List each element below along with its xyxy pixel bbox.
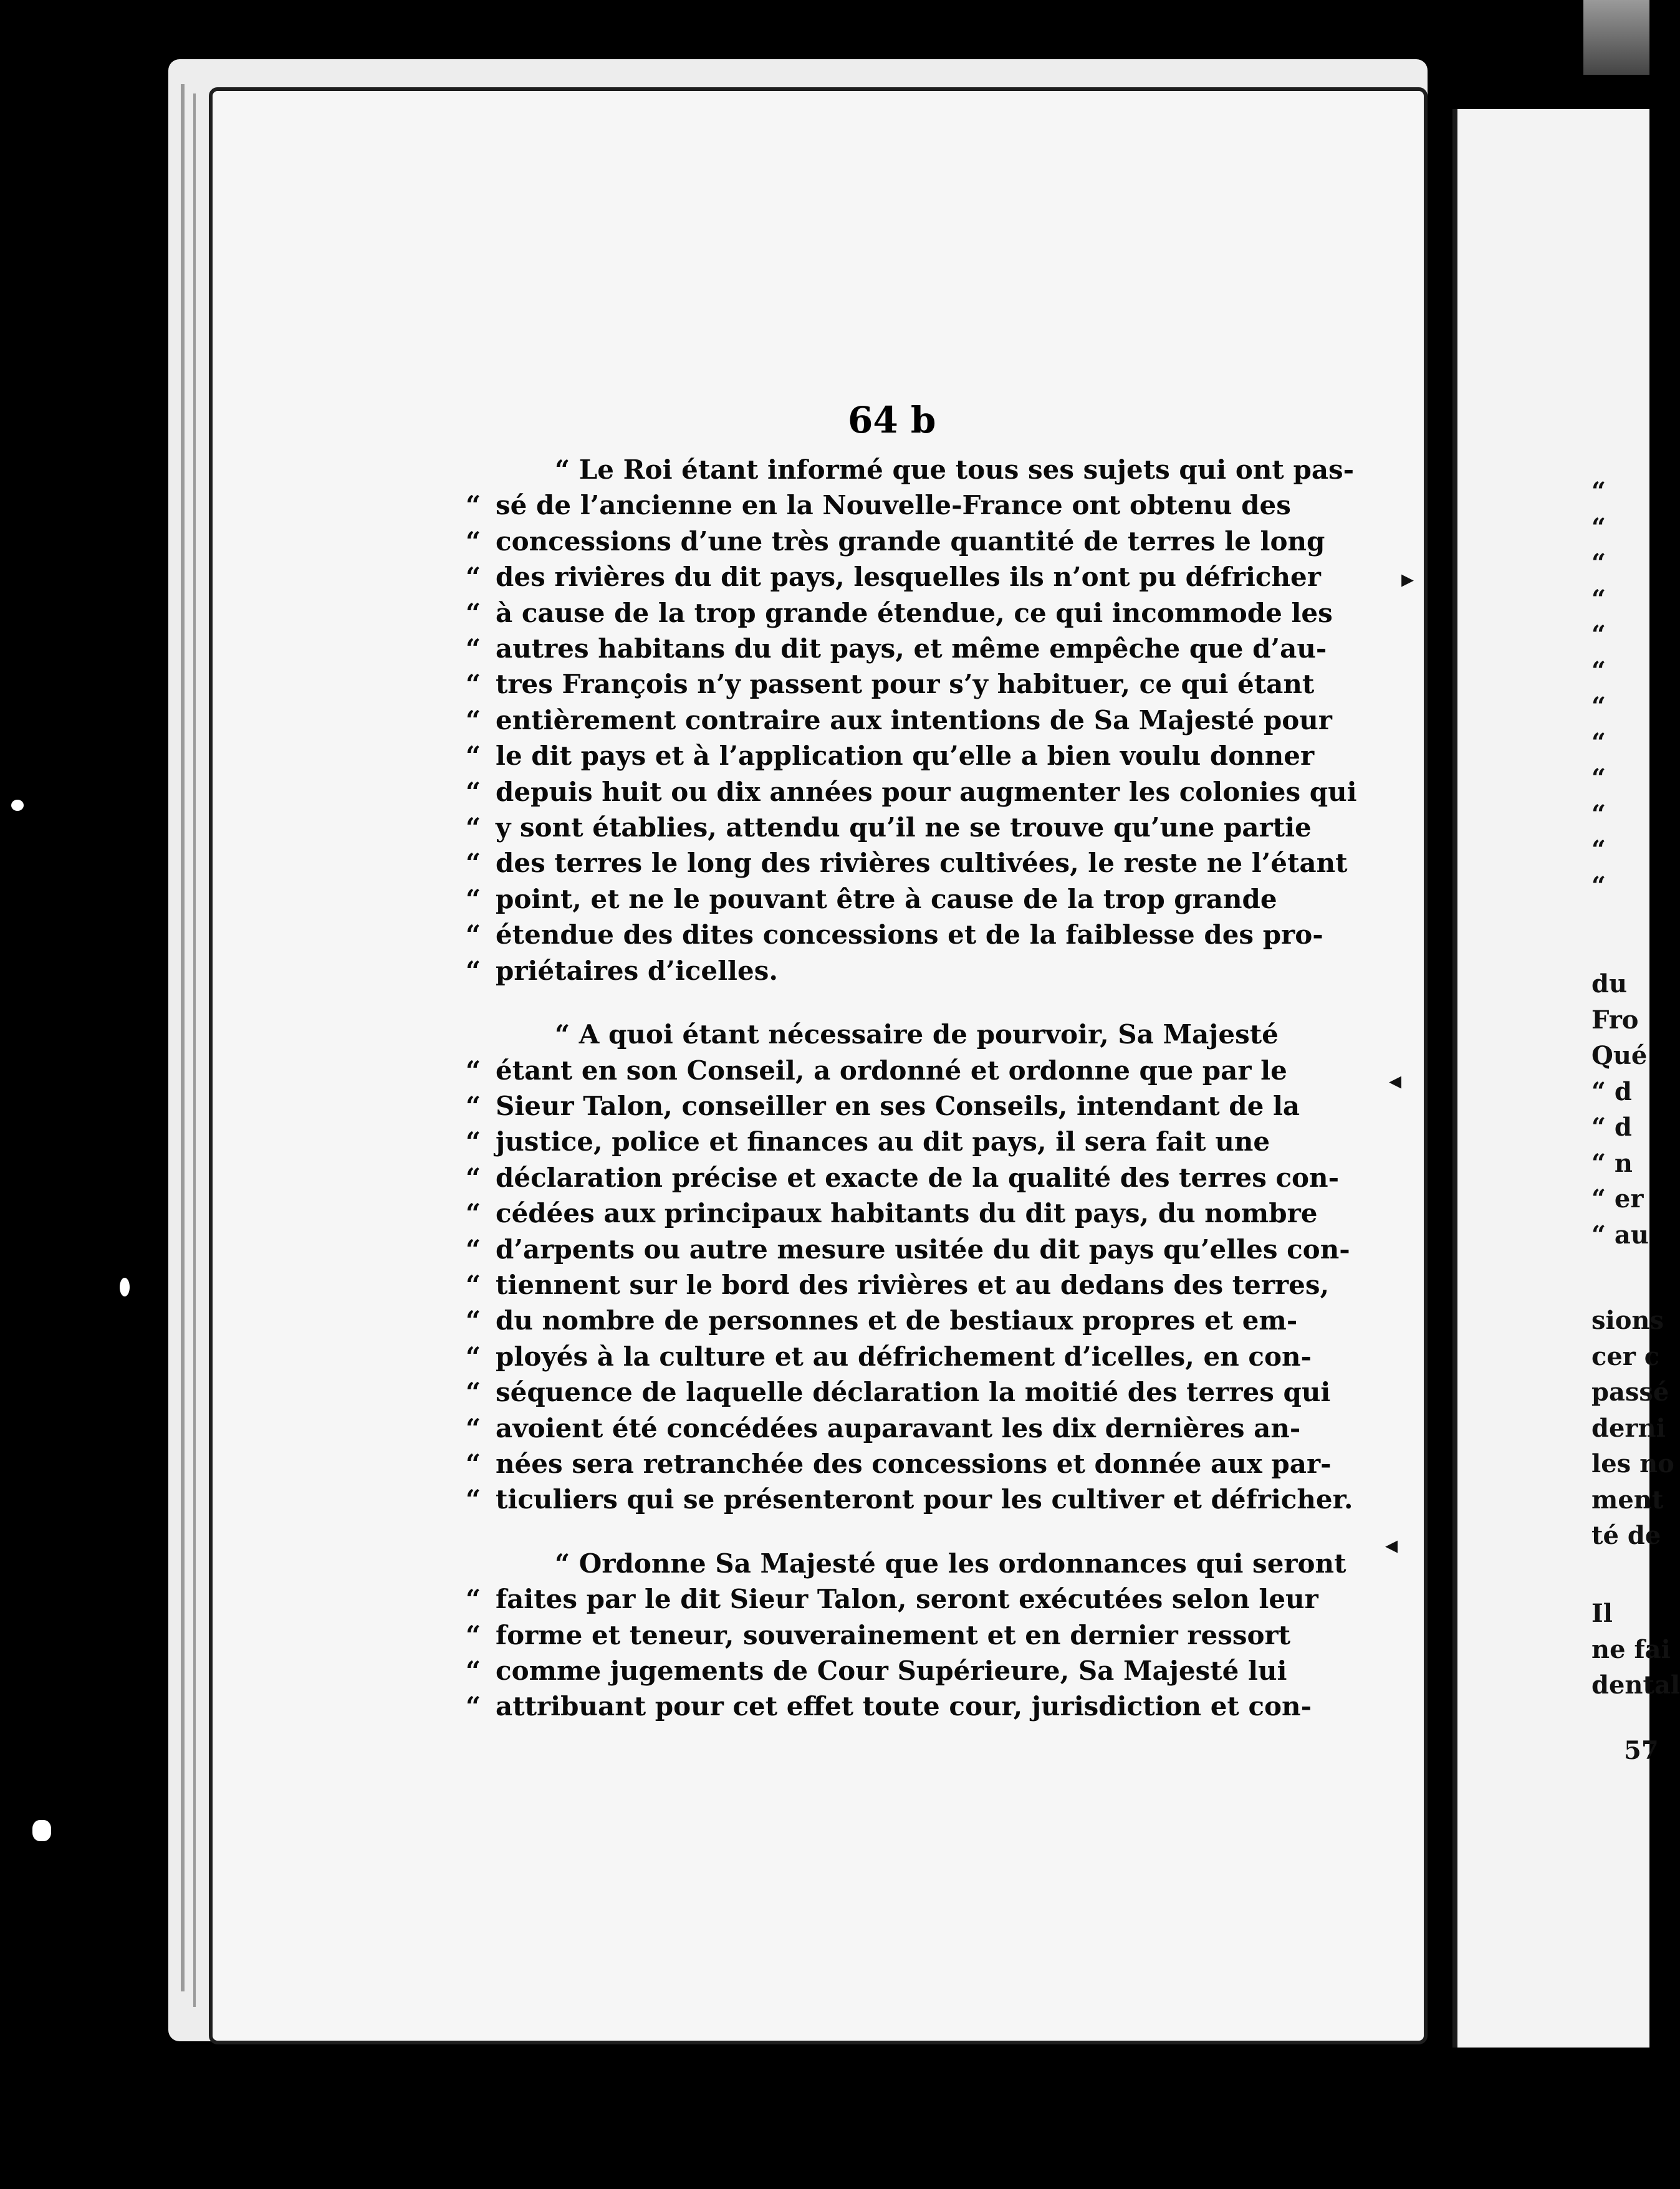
paragraph [466, 1546, 1346, 1725]
right-page-line: ment [1591, 1485, 1664, 1515]
scan-speck [11, 800, 24, 811]
right-page-line: “ [1591, 548, 1606, 578]
text-line: “ y sont établies, attendu qu’il ne se trouve qu’une partie [496, 810, 1256, 845]
right-page-line: “ [1591, 584, 1606, 614]
quote-mark: “ [466, 704, 481, 735]
right-page-line: dental [1591, 1670, 1680, 1700]
margin-mark: ▸ [1401, 564, 1414, 593]
quote-mark: “ [466, 1090, 481, 1121]
right-page-text [1586, 474, 1680, 1795]
text-line: “ Sieur Talon, conseiller en ses Conseils, intendant de la [496, 1088, 1256, 1124]
text-line: “ à cause de la trop grande étendue, ce qui incommode les [496, 595, 1256, 631]
text-line: “ Le Roi étant informé que tous ses sujets qui ont pas- [555, 454, 1355, 485]
right-page-line: “ [1591, 871, 1606, 901]
right-page-line: derni [1591, 1413, 1666, 1443]
right-page-line: Il [1591, 1599, 1613, 1628]
right-page-line: passé [1591, 1377, 1669, 1407]
text-line: “ séquence de laquelle déclaration la moitié des terres qui [496, 1374, 1256, 1410]
right-page-line: les no [1591, 1449, 1674, 1478]
quote-mark: “ [466, 669, 481, 700]
quote-mark: “ [466, 848, 481, 879]
quote-mark: “ [466, 1055, 481, 1086]
text-line: “ A quoi étant nécessaire de pourvoir, Sa Majesté [555, 1019, 1279, 1050]
page-edge-line [193, 93, 196, 2007]
text-line: “ entièrement contraire aux intentions de Sa Majesté pour [496, 702, 1256, 738]
text-line: “ sé de l’ancienne en la Nouvelle-France ont obtenu des [496, 487, 1256, 523]
binding-shadow [1583, 0, 1649, 75]
right-page-line: “ [1591, 692, 1606, 721]
right-page-line: té de [1591, 1521, 1661, 1550]
text-line: “ déclaration précise et exacte de la qualité des terres con- [496, 1160, 1256, 1195]
right-page-line: sions [1591, 1306, 1664, 1335]
quote-mark: “ [466, 525, 481, 557]
quote-mark: “ [466, 1584, 481, 1615]
right-page-number: 57 [1624, 1736, 1659, 1765]
quote-mark: “ [466, 1412, 481, 1444]
quote-mark: “ [466, 776, 481, 807]
scan-speck [32, 1820, 51, 1841]
text-line: “ depuis huit ou dix années pour augmenter les colonies qui [496, 774, 1256, 810]
text-line: “ du nombre de personnes et de bestiaux propres et em- [496, 1303, 1256, 1338]
text-line: “ avoient été concédées auparavant les dix dernières an- [496, 1411, 1256, 1446]
right-page-line: “ [1591, 835, 1606, 865]
quote-mark: “ [466, 562, 481, 593]
page-edge-line [181, 84, 185, 1991]
quote-mark: “ [466, 1619, 481, 1650]
text-line: “ priétaires d’icelles. [496, 953, 1256, 989]
text-line: “ le dit pays et à l’application qu’elle a bien voulu donner [496, 738, 1256, 774]
right-page-line: “ d [1591, 1113, 1632, 1142]
body-text [466, 452, 1357, 1725]
quote-mark: “ [466, 883, 481, 914]
right-page-line: cer c [1591, 1341, 1660, 1371]
text-line: “ ticuliers qui se présenteront pour les cultiver et défricher. [496, 1482, 1256, 1517]
right-page-line: Qué [1591, 1041, 1648, 1070]
quote-mark: “ [466, 633, 481, 664]
text-line: “ des terres le long des rivières cultivées, le reste ne l’étant [496, 845, 1256, 881]
quote-mark: “ [466, 1655, 481, 1686]
right-page-line: “ [1591, 799, 1606, 829]
right-page-line: Fro [1591, 1005, 1639, 1035]
quote-mark: “ [466, 812, 481, 843]
right-page-line: “ [1591, 620, 1606, 649]
quote-mark: “ [466, 1484, 481, 1515]
margin-mark: ◂ [1389, 1066, 1402, 1095]
paragraph [466, 452, 1357, 989]
text-line: “ étendue des dites concessions et de la faiblesse des pro- [496, 917, 1256, 952]
text-line: “ des rivières du dit pays, lesquelles ils n’ont pu défricher [496, 559, 1256, 595]
text-line: “ attribuant pour cet effet toute cour, jurisdiction et con- [496, 1688, 1256, 1724]
text-line: “ nées sera retranchée des concessions et donnée aux par- [496, 1446, 1256, 1482]
text-line: “ cédées aux principaux habitants du dit pays, du nombre [496, 1195, 1256, 1231]
quote-mark: “ [466, 1162, 481, 1193]
right-page-line: “ [1591, 656, 1606, 686]
scan-speck [120, 1278, 130, 1296]
text-line: “ justice, police et finances au dit pays, il sera fait une [496, 1124, 1256, 1159]
quote-mark: “ [466, 955, 481, 986]
paragraph [466, 1017, 1353, 1518]
quote-mark: “ [466, 1691, 481, 1722]
right-page-line: “ [1591, 477, 1606, 506]
quote-mark: “ [466, 1448, 481, 1479]
text-line: “ ployés à la culture et au défrichement d’icelles, en con- [496, 1339, 1256, 1374]
text-line: “ d’arpents ou autre mesure usitée du dit pays qu’elles con- [496, 1232, 1256, 1267]
quote-mark: “ [466, 597, 481, 628]
text-line: “ forme et teneur, souverainement et en dernier ressort [496, 1617, 1256, 1653]
quote-mark: “ [466, 1377, 481, 1408]
quote-mark: “ [466, 1305, 481, 1336]
quote-mark: “ [466, 1341, 481, 1372]
text-line: “ comme jugements de Cour Supérieure, Sa Majesté lui [496, 1653, 1256, 1688]
quote-mark: “ [466, 1198, 481, 1229]
right-page-line: “ n [1591, 1148, 1633, 1178]
text-line: “ Ordonne Sa Majesté que les ordonnances qui seront [555, 1548, 1346, 1579]
right-page-line: du [1591, 969, 1628, 999]
quote-mark: “ [466, 490, 481, 521]
quote-mark: “ [466, 1269, 481, 1300]
text-line: “ autres habitans du dit pays, et même empêche que d’au- [496, 631, 1256, 666]
text-line: “ concessions d’une très grande quantité de terres le long [496, 524, 1256, 559]
page-number: 64 b [848, 399, 936, 441]
right-page-line: ne fai [1591, 1634, 1671, 1664]
quote-mark: “ [466, 1233, 481, 1265]
right-page-line: “ [1591, 764, 1606, 793]
quote-mark: “ [466, 1126, 481, 1157]
right-page-line: “ [1591, 727, 1606, 757]
margin-mark: ◂ [1385, 1530, 1398, 1559]
right-page-line: “ d [1591, 1076, 1632, 1106]
text-line: “ faites par le dit Sieur Talon, seront exécutées selon leur [496, 1581, 1256, 1617]
text-line: “ tres François n’y passent pour s’y habituer, ce qui étant [496, 666, 1256, 702]
text-line: “ étant en son Conseil, a ordonné et ordonne que par le [496, 1053, 1256, 1088]
text-line: “ tiennent sur le bord des rivières et au dedans des terres, [496, 1267, 1256, 1303]
right-page-line: “ er [1591, 1184, 1644, 1214]
quote-mark: “ [466, 919, 481, 951]
quote-mark: “ [466, 740, 481, 772]
right-page-line: “ [1591, 512, 1606, 542]
right-page-line: “ au [1591, 1220, 1649, 1250]
text-line: “ point, et ne le pouvant être à cause de la trop grande [496, 881, 1256, 917]
